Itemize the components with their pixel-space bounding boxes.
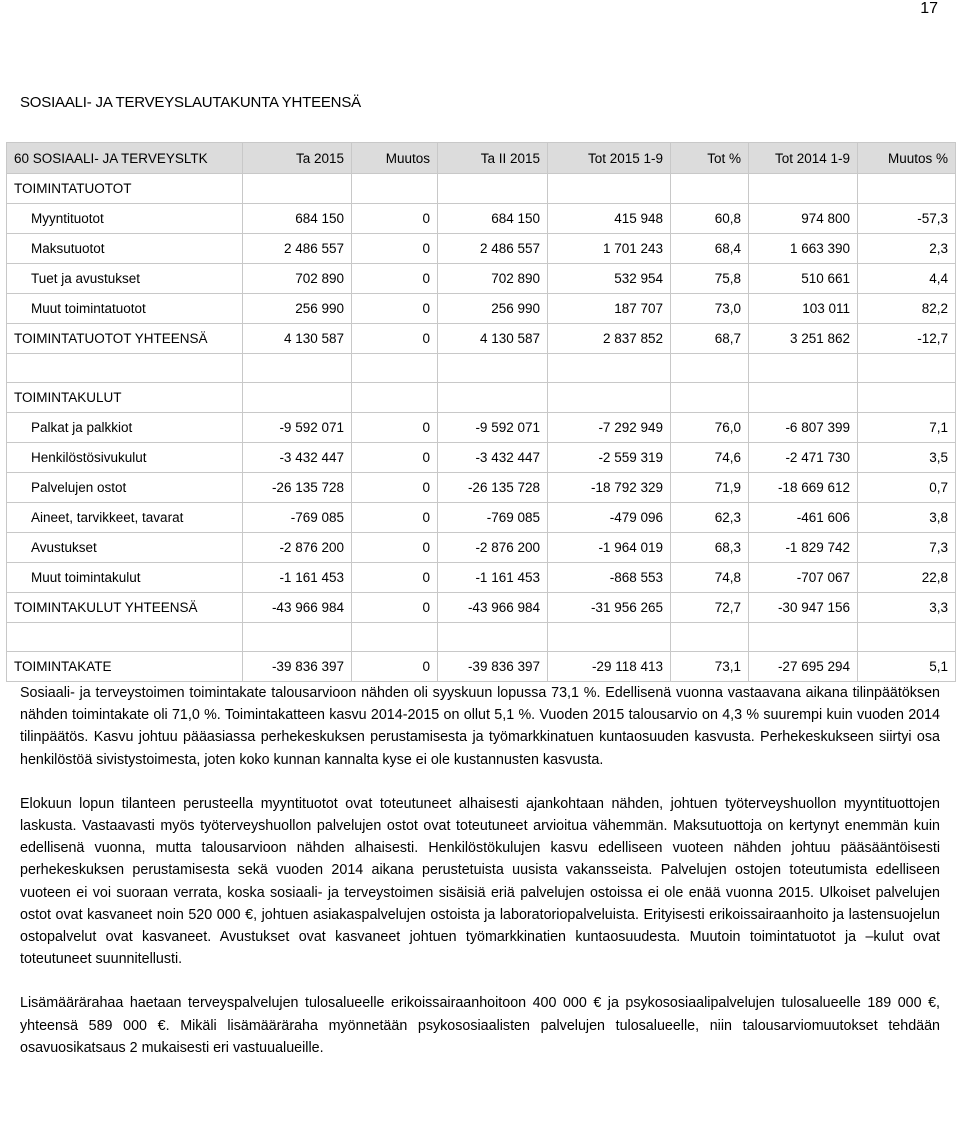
value-cell: 3,5 <box>858 443 956 473</box>
empty-cell <box>352 623 438 652</box>
value-cell: 82,2 <box>858 294 956 324</box>
empty-cell <box>243 354 352 383</box>
row-label: Palvelujen ostot <box>6 473 243 503</box>
value-cell: -12,7 <box>858 324 956 354</box>
group-label: TOIMINTATUOTOT <box>6 174 243 204</box>
empty-cell <box>548 354 671 383</box>
column-header: 60 SOSIAALI- JA TERVEYSLTK <box>6 142 243 174</box>
row-label: Avustukset <box>6 533 243 563</box>
empty-cell <box>749 354 858 383</box>
empty-cell <box>749 174 858 204</box>
group-label: TOIMINTAKULUT <box>6 383 243 413</box>
table-row <box>6 473 956 503</box>
value-cell: 0 <box>352 324 438 354</box>
value-cell: 60,8 <box>671 204 749 234</box>
value-cell: 68,3 <box>671 533 749 563</box>
value-cell: -30 947 156 <box>749 593 858 623</box>
value-cell: 0 <box>352 503 438 533</box>
value-cell: 75,8 <box>671 264 749 294</box>
value-cell: -769 085 <box>243 503 352 533</box>
value-cell: -707 067 <box>749 563 858 593</box>
empty-cell <box>671 174 749 204</box>
row-label: TOIMINTAKATE <box>6 652 243 682</box>
total-row <box>6 324 956 354</box>
column-header: Tot 2014 1-9 <box>749 142 858 174</box>
value-cell: -2 471 730 <box>749 443 858 473</box>
column-header: Tot % <box>671 142 749 174</box>
empty-cell <box>438 354 548 383</box>
value-cell: -2 876 200 <box>438 533 548 563</box>
value-cell: -868 553 <box>548 563 671 593</box>
commentary-text <box>20 682 940 1081</box>
empty-cell <box>243 174 352 204</box>
row-label: TOIMINTAKULUT YHTEENSÄ <box>6 593 243 623</box>
value-cell: 72,7 <box>671 593 749 623</box>
value-cell: 0,7 <box>858 473 956 503</box>
row-label: Tuet ja avustukset <box>6 264 243 294</box>
value-cell: -1 829 742 <box>749 533 858 563</box>
value-cell: 702 890 <box>243 264 352 294</box>
empty-cell <box>749 383 858 413</box>
table-row <box>6 413 956 443</box>
value-cell: 68,7 <box>671 324 749 354</box>
value-cell: -1 964 019 <box>548 533 671 563</box>
value-cell: -43 966 984 <box>243 593 352 623</box>
empty-cell <box>6 623 243 652</box>
value-cell: 2 837 852 <box>548 324 671 354</box>
value-cell: 684 150 <box>438 204 548 234</box>
value-cell: -18 669 612 <box>749 473 858 503</box>
value-cell: 5,1 <box>858 652 956 682</box>
empty-cell <box>858 354 956 383</box>
value-cell: 0 <box>352 593 438 623</box>
table-row <box>6 503 956 533</box>
total-row <box>6 652 956 682</box>
page-title: SOSIAALI- JA TERVEYSLAUTAKUNTA YHTEENSÄ <box>20 94 361 111</box>
value-cell: -9 592 071 <box>243 413 352 443</box>
value-cell: 73,1 <box>671 652 749 682</box>
column-header: Ta 2015 <box>243 142 352 174</box>
value-cell: 532 954 <box>548 264 671 294</box>
value-cell: -2 876 200 <box>243 533 352 563</box>
value-cell: -1 161 453 <box>438 563 548 593</box>
row-label: Myyntituotot <box>6 204 243 234</box>
value-cell: 7,1 <box>858 413 956 443</box>
value-cell: 4,4 <box>858 264 956 294</box>
value-cell: 74,6 <box>671 443 749 473</box>
row-label: Henkilöstösivukulut <box>6 443 243 473</box>
blank-row <box>6 354 956 383</box>
value-cell: 0 <box>352 413 438 443</box>
value-cell: 415 948 <box>548 204 671 234</box>
value-cell: -18 792 329 <box>548 473 671 503</box>
group-header-row <box>6 174 956 204</box>
column-header: Muutos <box>352 142 438 174</box>
empty-cell <box>438 623 548 652</box>
paragraph: Sosiaali- ja terveystoimen toimintakate talousarvioon nähden oli syyskuun lopussa 73,1 %. Edellisenä vuonna vastaavana aikana tilinpäätöksen nähden toimintakate oli 71,0 %. Toimintakatteen kasvu 2014-2015 on ollut 5,1 %. Vuoden 2015 talousarvio on 4,3 % suurempi kuin vuoden 2014 tilinpäätös. Kasvu johtuu pääasiassa perhekeskuksen perustamisesta ja työmarkkinatuen kuntaosuuden kasvusta. Perhekeskukseen siirtyi osa henkilöstöä sivistystoimesta, joten koko kunnan kannalta kyse ei ole kustannusten kasvusta. <box>20 685 940 768</box>
value-cell: 3 251 862 <box>749 324 858 354</box>
empty-cell <box>352 383 438 413</box>
row-label: Aineet, tarvikkeet, tavarat <box>6 503 243 533</box>
empty-cell <box>243 623 352 652</box>
value-cell: 0 <box>352 563 438 593</box>
value-cell: -3 432 447 <box>438 443 548 473</box>
value-cell: 510 661 <box>749 264 858 294</box>
value-cell: 0 <box>352 652 438 682</box>
value-cell: 0 <box>352 294 438 324</box>
row-label: TOIMINTATUOTOT YHTEENSÄ <box>6 324 243 354</box>
value-cell: -2 559 319 <box>548 443 671 473</box>
value-cell: 68,4 <box>671 234 749 264</box>
value-cell: -769 085 <box>438 503 548 533</box>
value-cell: 4 130 587 <box>243 324 352 354</box>
value-cell: -31 956 265 <box>548 593 671 623</box>
empty-cell <box>858 623 956 652</box>
value-cell: 0 <box>352 234 438 264</box>
value-cell: -1 161 453 <box>243 563 352 593</box>
value-cell: 974 800 <box>749 204 858 234</box>
value-cell: -9 592 071 <box>438 413 548 443</box>
table-row <box>6 204 956 234</box>
value-cell: 2 486 557 <box>438 234 548 264</box>
value-cell: 187 707 <box>548 294 671 324</box>
value-cell: 0 <box>352 533 438 563</box>
value-cell: 22,8 <box>858 563 956 593</box>
value-cell: -6 807 399 <box>749 413 858 443</box>
row-label: Muut toimintakulut <box>6 563 243 593</box>
group-header-row <box>6 383 956 413</box>
total-row <box>6 593 956 623</box>
value-cell: -39 836 397 <box>243 652 352 682</box>
value-cell: 256 990 <box>438 294 548 324</box>
value-cell: 3,8 <box>858 503 956 533</box>
empty-cell <box>749 623 858 652</box>
value-cell: 103 011 <box>749 294 858 324</box>
empty-cell <box>352 174 438 204</box>
value-cell: 684 150 <box>243 204 352 234</box>
value-cell: 4 130 587 <box>438 324 548 354</box>
value-cell: 74,8 <box>671 563 749 593</box>
value-cell: 71,9 <box>671 473 749 503</box>
value-cell: 3,3 <box>858 593 956 623</box>
value-cell: 0 <box>352 264 438 294</box>
row-label: Palkat ja palkkiot <box>6 413 243 443</box>
empty-cell <box>438 383 548 413</box>
empty-cell <box>352 354 438 383</box>
value-cell: 2,3 <box>858 234 956 264</box>
value-cell: -27 695 294 <box>749 652 858 682</box>
value-cell: -43 966 984 <box>438 593 548 623</box>
empty-cell <box>671 354 749 383</box>
value-cell: -29 118 413 <box>548 652 671 682</box>
table-row <box>6 294 956 324</box>
empty-cell <box>548 383 671 413</box>
page-number: 17 <box>920 0 938 17</box>
table-row <box>6 443 956 473</box>
empty-cell <box>858 174 956 204</box>
value-cell: -461 606 <box>749 503 858 533</box>
value-cell: 73,0 <box>671 294 749 324</box>
row-label: Maksutuotot <box>6 234 243 264</box>
value-cell: 256 990 <box>243 294 352 324</box>
column-header: Muutos % <box>858 142 956 174</box>
value-cell: 76,0 <box>671 413 749 443</box>
empty-cell <box>671 623 749 652</box>
row-label: Muut toimintatuotot <box>6 294 243 324</box>
paragraph: Elokuun lopun tilanteen perusteella myyntituotot ovat toteutuneet alhaisesti ajankohtaan nähden, johtuen työterveyshuollon myyntituottojen laskusta. Vastaavasti myös työterveyshuollon palvelujen ostot ovat toteutuneet arvioitua vähemmän. Maksutuottoja on kertynyt enemmän kuin edellisenä vuonna, mutta talousarvioon nähden alhaisesti. Henkilöstökulujen kasvu edelliseen vuoteen nähden johtuu pääsääntöisesti perhekeskuksen perustamisesta sekä vuoden 2014 aikana perustetuista uusista vakansseista. Palvelujen ostojen toteutumista edelliseen vuoteen ei voi suoraan verrata, koska sosiaali- ja terveystoimen sisäisiä eriä palvelujen ostoissa ei ole enää vuonna 2015. Ulkoiset palvelujen ostot ovat kasvaneet noin 520 000 €, johtuen asiakaspalvelujen ostoista ja laboratoriopalveluista. Erityisesti erikoissairaanhoito ja lastensuojelun ostopalvelut ovat kasvaneet. Avustukset ovat kasvaneet johtuen työmarkkinatien kuntaosuudesta. Muutoin toimintatuotot ja –kulut ovat toteutuneet suunnitellusti. <box>20 795 940 968</box>
value-cell: -7 292 949 <box>548 413 671 443</box>
value-cell: -26 135 728 <box>243 473 352 503</box>
value-cell: 62,3 <box>671 503 749 533</box>
value-cell: 0 <box>352 204 438 234</box>
budget-table <box>6 142 956 682</box>
empty-cell <box>548 623 671 652</box>
value-cell: 2 486 557 <box>243 234 352 264</box>
value-cell: -479 096 <box>548 503 671 533</box>
column-header: Tot 2015 1-9 <box>548 142 671 174</box>
table-row <box>6 234 956 264</box>
empty-cell <box>548 174 671 204</box>
table-row <box>6 264 956 294</box>
empty-cell <box>858 383 956 413</box>
value-cell: -39 836 397 <box>438 652 548 682</box>
empty-cell <box>6 354 243 383</box>
paragraph: Lisämäärärahaa haetaan terveyspalvelujen tulosalueelle erikoissairaanhoitoon 400 000 € ja psykososiaalipalvelujen tulosalueelle 189 000 €, yhteensä 589 000 €. Mikäli lisämääräraha myönnetään psykososiaalisten palvelujen tulosalueelle, niin talousarviomuutokset tehdään osavuosikatsaus 2 mukaisesti eri vastuualueille. <box>20 995 940 1056</box>
table-row <box>6 533 956 563</box>
empty-cell <box>438 174 548 204</box>
empty-cell <box>671 383 749 413</box>
table-header-row <box>6 142 956 174</box>
table-row <box>6 563 956 593</box>
value-cell: 1 701 243 <box>548 234 671 264</box>
blank-row <box>6 623 956 652</box>
column-header: Ta II 2015 <box>438 142 548 174</box>
value-cell: 0 <box>352 473 438 503</box>
value-cell: -26 135 728 <box>438 473 548 503</box>
empty-cell <box>243 383 352 413</box>
value-cell: 1 663 390 <box>749 234 858 264</box>
value-cell: 0 <box>352 443 438 473</box>
value-cell: -3 432 447 <box>243 443 352 473</box>
value-cell: -57,3 <box>858 204 956 234</box>
value-cell: 702 890 <box>438 264 548 294</box>
value-cell: 7,3 <box>858 533 956 563</box>
